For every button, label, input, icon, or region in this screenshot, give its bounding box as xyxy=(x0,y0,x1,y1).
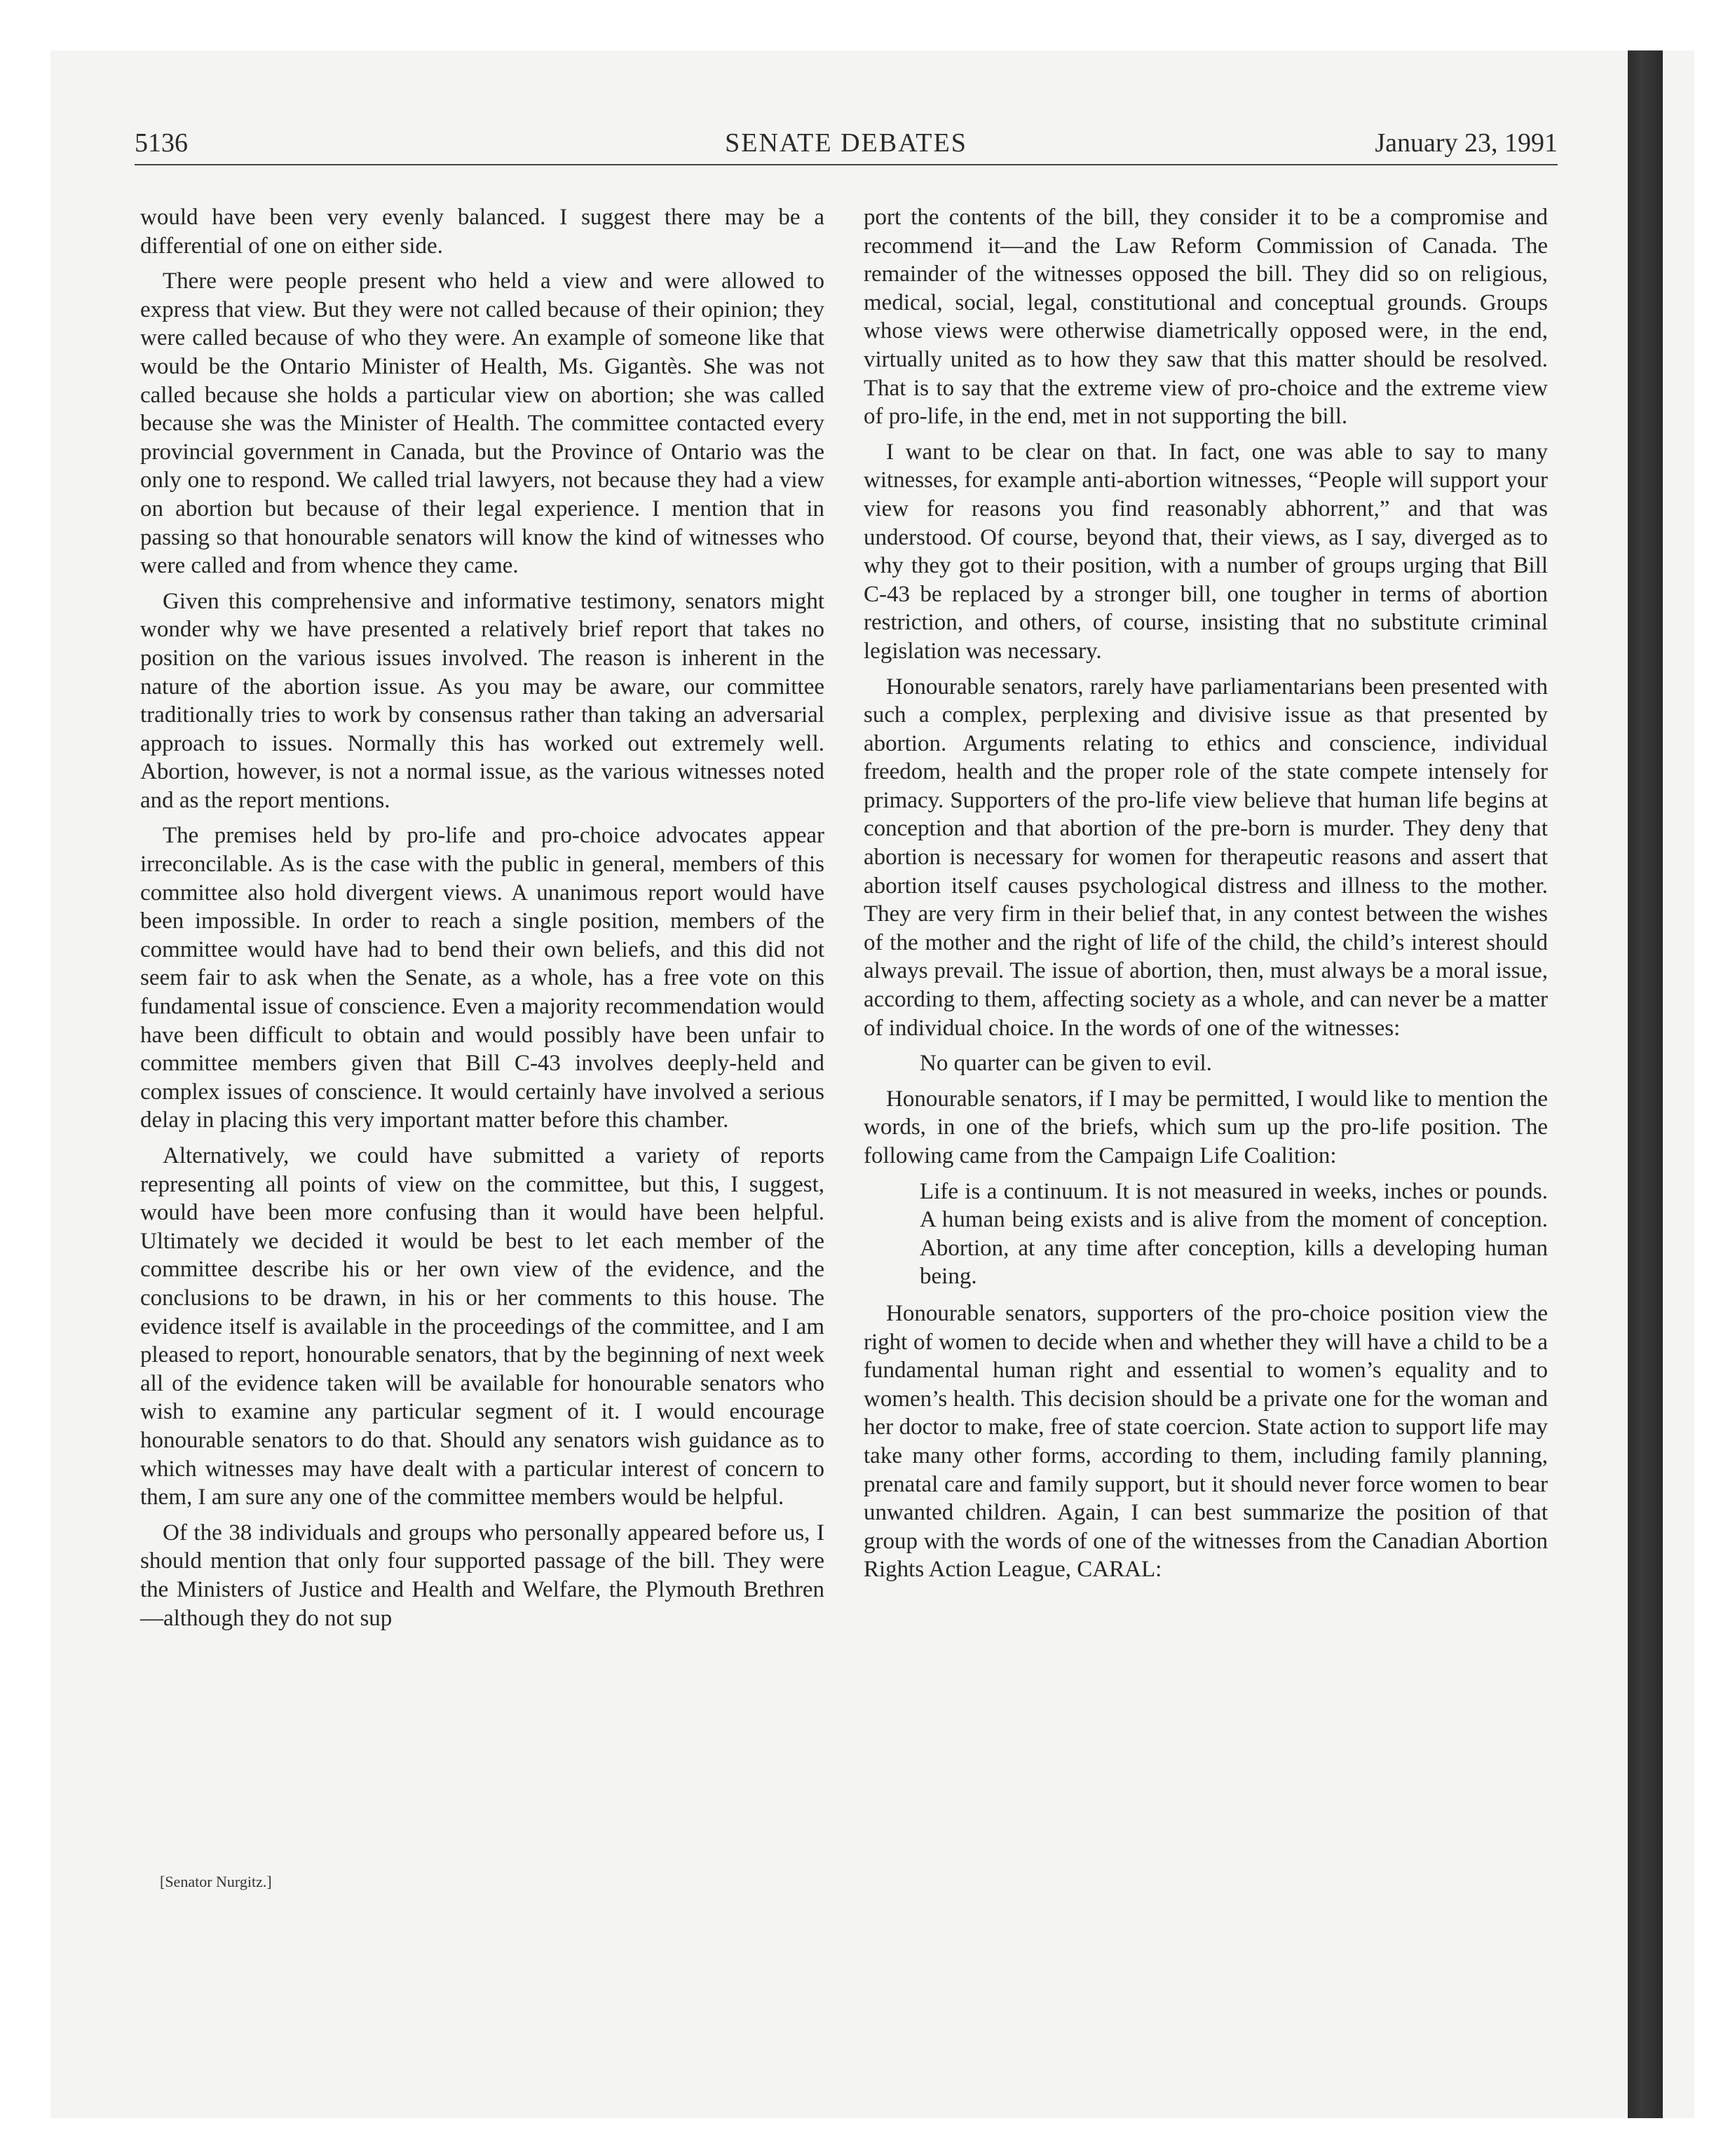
running-header xyxy=(135,128,1558,167)
paragraph: would have been very evenly balanced. I suggest there may be a differential of one on either side. xyxy=(140,205,824,259)
speaker-footnote: [Senator Nurgitz.] xyxy=(160,1873,272,1890)
paragraph: Honourable senators, if I may be permitted, I would like to mention the words, in one of the briefs, which sum up the pro-life position. The following came from the Campaign Life Coalition: xyxy=(864,1086,1548,1168)
block-quote: Life is a continuum. It is not measured in weeks, inches or pounds. A human being exists and is alive from the moment of conception. Abortion, at any time after conception, kills a developing human being. xyxy=(920,1178,1548,1290)
paragraph: The premises held by pro-life and pro-choice advocates appear irreconcilable. As is the case with the public in general, members of this committee also hold divergent views. A unanimous report would have been impossible. In order to reach a single position, members of the committee would have had to bend their own beliefs, and this did not seem fair to ask when the Senate, as a whole, has a free vote on this fundamental issue of conscience. Even a majority recommendation would have been difficult to obtain and would possibly have been unfair to committee members given that Bill C-43 involves deeply-held and complex issues of conscience. It would certainly have involved a serious delay in placing this very important matter before this chamber. xyxy=(140,823,824,1133)
page-number: 5136 xyxy=(135,128,188,158)
paragraph: Honourable senators, rarely have parliamentarians been presented with such a complex, perplexing and divisive issue as that presented by abortion. Arguments relating to ethics and conscience, individual freedom, health and the proper role of the state compete intensely for primacy. Supporters of the pro-life view believe that human life begins at conception and that abortion of the pre-born is murder. They deny that abortion is necessary for women for therapeutic reasons and assert that abortion itself causes psychological distress and illness to the mother. They are very firm in their belief that, in any contest between the wishes of the mother and the right of life of the child, the child’s interest should always prevail. The issue of abortion, then, must always be a moral issue, according to them, affecting society as a whole, and can never be a matter of individual choice. In the words of one of the witnesses: xyxy=(864,674,1548,1041)
paragraph: port the contents of the bill, they consider it to be a compromise and recommend it—and the Law Reform Commission of Canada. The remainder of the witnesses opposed the bill. They did so on religious, medical, social, legal, constitutional and conceptual grounds. Groups whose views were otherwise diametrically opposed were, in the end, virtually united as to how they saw that this matter should be resolved. That is to say that the extreme view of pro-choice and the extreme view of pro-life, in the end, met in not supporting the bill. xyxy=(864,205,1548,430)
right-column xyxy=(864,203,1548,1591)
paragraph: There were people present who held a view and were allowed to express that view. But they were not called because of their opinion; they were called because of who they were. An example of someone like that would be the Ontario Minister of Health, Ms. Gigantès. She was not called because she holds a particular view on abortion; she was called because she was the Minister of Health. The committee contacted every provincial government in Canada, but the Province of Ontario was the only one to respond. We called trial lawyers, not because they had a view on abortion but because of their legal experience. I mention that in passing so that honourable senators will know the kind of witnesses who were called and from whence they came. xyxy=(140,268,824,579)
left-column xyxy=(140,203,824,1632)
paragraph: Alternatively, we could have submitted a variety of reports representing all points of view on the committee, but this, I suggest, would have been more confusing than it would have been helpful. Ultimately we decided it would be best to let each member of the committee describe his or her own view of the evidence, and the conclusions to be drawn, in his or her comments to this house. The evidence itself is available in the proceedings of the committee, and I am pleased to report, honourable senators, that by the beginning of next week all of the evidence taken will be available for honourable senators who wish to examine any particular segment of it. I would encourage honourable senators to do that. Should any senators wish guidance as to which witnesses may have dealt with a particular interest of concern to them, I am sure any one of the committee members would be helpful. xyxy=(140,1143,824,1510)
scan-edge-strip xyxy=(1628,50,1663,2118)
header-rule xyxy=(135,164,1558,165)
block-quote: No quarter can be given to evil. xyxy=(920,1051,1212,1077)
paragraph: Of the 38 individuals and groups who personally appeared before us, I should mention that only four supported passage of the bill. They were the Ministers of Justice and Health and Welfare, the Plymouth Brethren—although they do not sup xyxy=(140,1520,824,1631)
paragraph: I want to be clear on that. In fact, one was able to say to many witnesses, for example anti-abortion witnesses, “People will support your view for reasons you find reasonably abhorrent,” and that was understood. Of course, beyond that, their views, as I say, diverged as to why they got to their position, with a number of groups urging that Bill C-43 be replaced by a stronger bill, one tougher in terms of abortion restriction, and others, of course, insisting that no substitute criminal legislation was necessary. xyxy=(864,439,1548,664)
journal-title: SENATE DEBATES xyxy=(725,128,967,158)
paragraph: Given this comprehensive and informative testimony, senators might wonder why we have presented a relatively brief report that takes no position on the various issues involved. The reason is inherent in the nature of the abortion issue. As you may be aware, our committee traditionally tries to work by consensus rather than taking an adversarial approach to issues. Normally this has worked out extremely well. Abortion, however, is not a normal issue, as the various witnesses noted and as the report mentions. xyxy=(140,588,824,813)
issue-date: January 23, 1991 xyxy=(1375,128,1558,158)
paragraph: Honourable senators, supporters of the pro-choice position view the right of women to decide when and whether they will have a child to be a fundamental human right and essential to women’s equality and to women’s health. This decision should be a private one for the woman and her doctor to make, free of state coercion. State action to support life may take many other forms, according to them, including family planning, prenatal care and family support, but it should never force women to bear unwanted children. Again, I can best summarize the position of that group with the words of one of the witnesses from the Canadian Abortion Rights Action League, CARAL: xyxy=(864,1300,1548,1583)
